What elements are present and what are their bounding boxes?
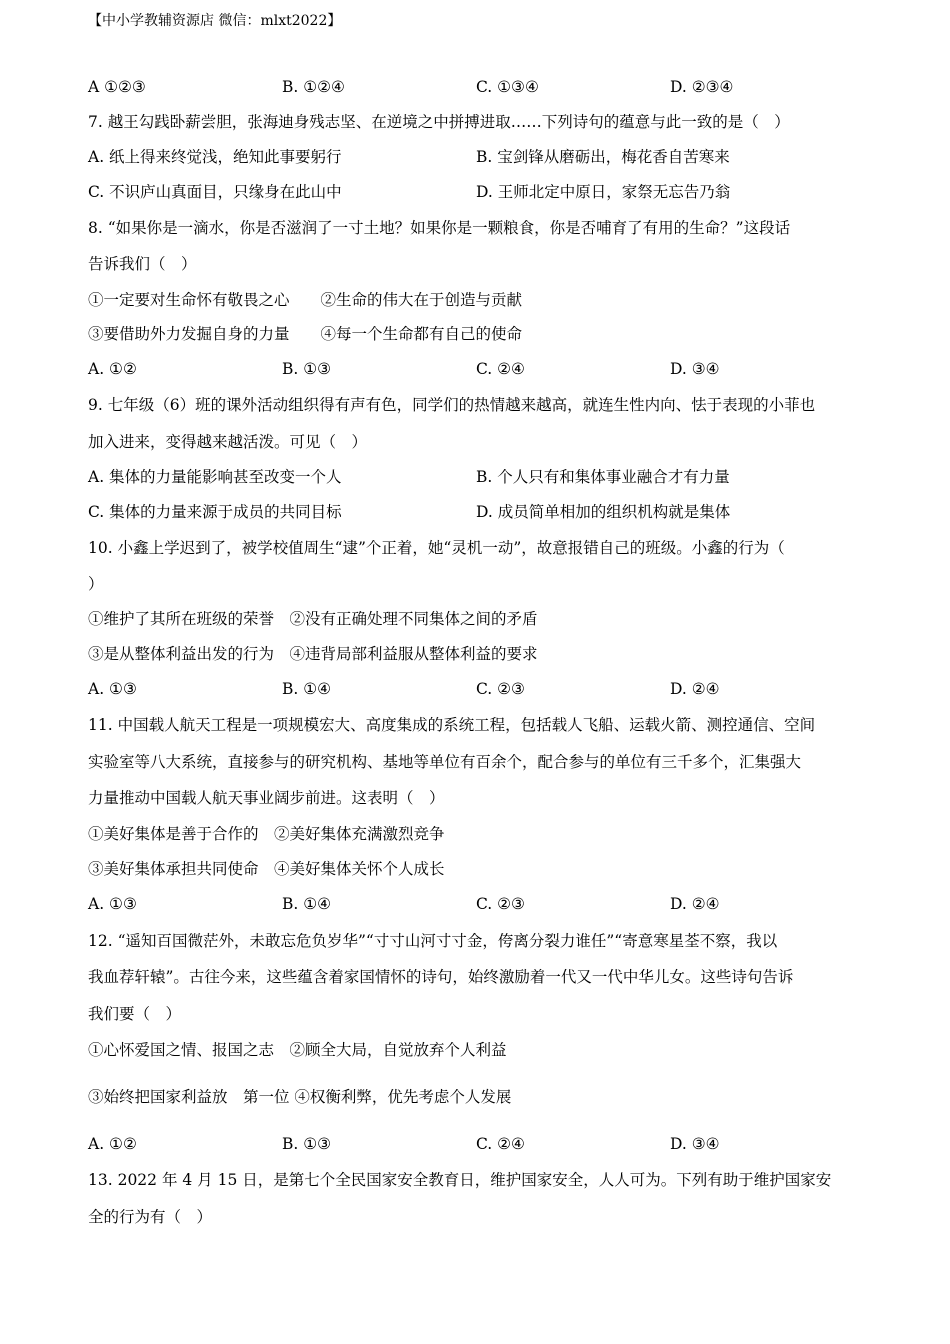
q11-stem-line2: 实验室等八大系统，直接参与的研究机构、基地等单位有百余个，配合参与的单位有三千多个，汇集强大 [88, 753, 802, 771]
q6-option-b: B. ①②④ [282, 78, 345, 96]
q8-items-line2: ③要借助外力发掘自身的力量 ④每一个生命都有自己的使命 [88, 325, 523, 343]
q12-option-b: B. ①③ [282, 1135, 332, 1153]
q6-option-c: C. ①③④ [476, 78, 539, 96]
q11-option-b: B. ①④ [282, 895, 332, 913]
q8-option-a: A. ①② [88, 360, 137, 378]
q12-option-c: C. ②④ [476, 1135, 525, 1153]
q10-stem-line1: 10. 小鑫上学迟到了，被学校值周生“逮”个正着，她“灵机一动”，故意报错自己的班级。小鑫的行为（ [88, 539, 785, 557]
q11-items-line2: ③美好集体承担共同使命 ④美好集体关怀个人成长 [88, 860, 445, 878]
q6-option-d: D. ②③④ [670, 78, 734, 96]
q9-option-a: A. 集体的力量能影响甚至改变一个人 [88, 468, 342, 486]
q10-items-line1: ①维护了其所在班级的荣誉 ②没有正确处理不同集体之间的矛盾 [88, 610, 538, 628]
q10-stem-line2: ） [88, 575, 104, 593]
q11-stem-line3: 力量推动中国载人航天事业阔步前进。这表明（ ） [88, 789, 445, 807]
q7-option-c: C. 不识庐山真面目，只缘身在此山中 [88, 183, 342, 201]
q11-option-c: C. ②③ [476, 895, 525, 913]
q8-option-c: C. ②④ [476, 360, 525, 378]
q9-option-b: B. 个人只有和集体事业融合才有力量 [476, 468, 730, 486]
q6-option-a: A ①②③ [88, 78, 146, 96]
q7-option-b: B. 宝剑锋从磨砺出，梅花香自苦寒来 [476, 148, 730, 166]
q8-stem-line2: 告诉我们（ ） [88, 255, 197, 273]
q7-option-a: A. 纸上得来终觉浅，绝知此事要躬行 [88, 148, 342, 166]
q12-stem-line3: 我们要（ ） [88, 1005, 182, 1023]
q9-stem-line2: 加入进来，变得越来越活泼。可见（ ） [88, 433, 368, 451]
q12-items-line2: ③始终把国家利益放 第一位 ④权衡利弊，优先考虑个人发展 [88, 1088, 512, 1106]
q12-option-a: A. ①② [88, 1135, 137, 1153]
q9-stem-line1: 9. 七年级（6）班的课外活动组织得有声有色，同学们的热情越来越高，就连生性内向、怯于表现的小菲也 [88, 396, 816, 414]
q11-option-d: D. ②④ [670, 895, 720, 913]
q11-option-a: A. ①③ [88, 895, 137, 913]
q10-option-a: A. ①③ [88, 680, 137, 698]
q9-option-c: C. 集体的力量来源于成员的共同目标 [88, 503, 342, 521]
q10-option-d: D. ②④ [670, 680, 720, 698]
q12-stem-line1: 12. “遥知百国微茫外，未敢忘危负岁华”“寸寸山河寸寸金，侉离分裂力谁任”“寄意寒星荃不察，我以 [88, 932, 778, 950]
q9-option-d: D. 成员简单相加的组织机构就是集体 [476, 503, 731, 521]
page-header: 【中小学教辅资源店 微信：mlxt2022】 [88, 13, 342, 29]
q13-stem-line1: 13. 2022 年 4 月 15 日，是第七个全民国家安全教育日，维护国家安全，人人可为。下列有助于维护国家安 [88, 1171, 832, 1189]
q8-option-d: D. ③④ [670, 360, 720, 378]
q7-option-d: D. 王师北定中原日，家祭无忘告乃翁 [476, 183, 731, 201]
q11-items-line1: ①美好集体是善于合作的 ②美好集体充满激烈竞争 [88, 825, 445, 843]
q10-option-c: C. ②③ [476, 680, 525, 698]
q13-stem-line2: 全的行为有（ ） [88, 1208, 213, 1226]
q8-option-b: B. ①③ [282, 360, 332, 378]
q8-items-line1: ①一定要对生命怀有敬畏之心 ②生命的伟大在于创造与贡献 [88, 291, 523, 309]
q10-option-b: B. ①④ [282, 680, 332, 698]
q8-stem-line1: 8. “如果你是一滴水，你是否滋润了一寸土地？如果你是一颗粮食，你是否哺育了有用的生命？”这段话 [88, 219, 791, 237]
q10-items-line2: ③是从整体利益出发的行为 ④违背局部利益服从整体利益的要求 [88, 645, 538, 663]
q12-option-d: D. ③④ [670, 1135, 720, 1153]
q12-stem-line2: 我血荐轩辕”。古往今来，这些蕴含着家国情怀的诗句，始终激励着一代又一代中华儿女。这些诗句告诉 [88, 968, 794, 986]
q7-stem: 7. 越王勾践卧薪尝胆，张海迪身残志坚、在逆境之中拼搏进取……下列诗句的蕴意与此一致的是（ ） [88, 113, 790, 131]
q12-items-line1: ①心怀爱国之情、报国之志 ②顾全大局，自觉放弃个人利益 [88, 1041, 507, 1059]
q11-stem-line1: 11. 中国载人航天工程是一项规模宏大、高度集成的系统工程，包括载人飞船、运载火箭、测控通信、空间 [88, 716, 816, 734]
